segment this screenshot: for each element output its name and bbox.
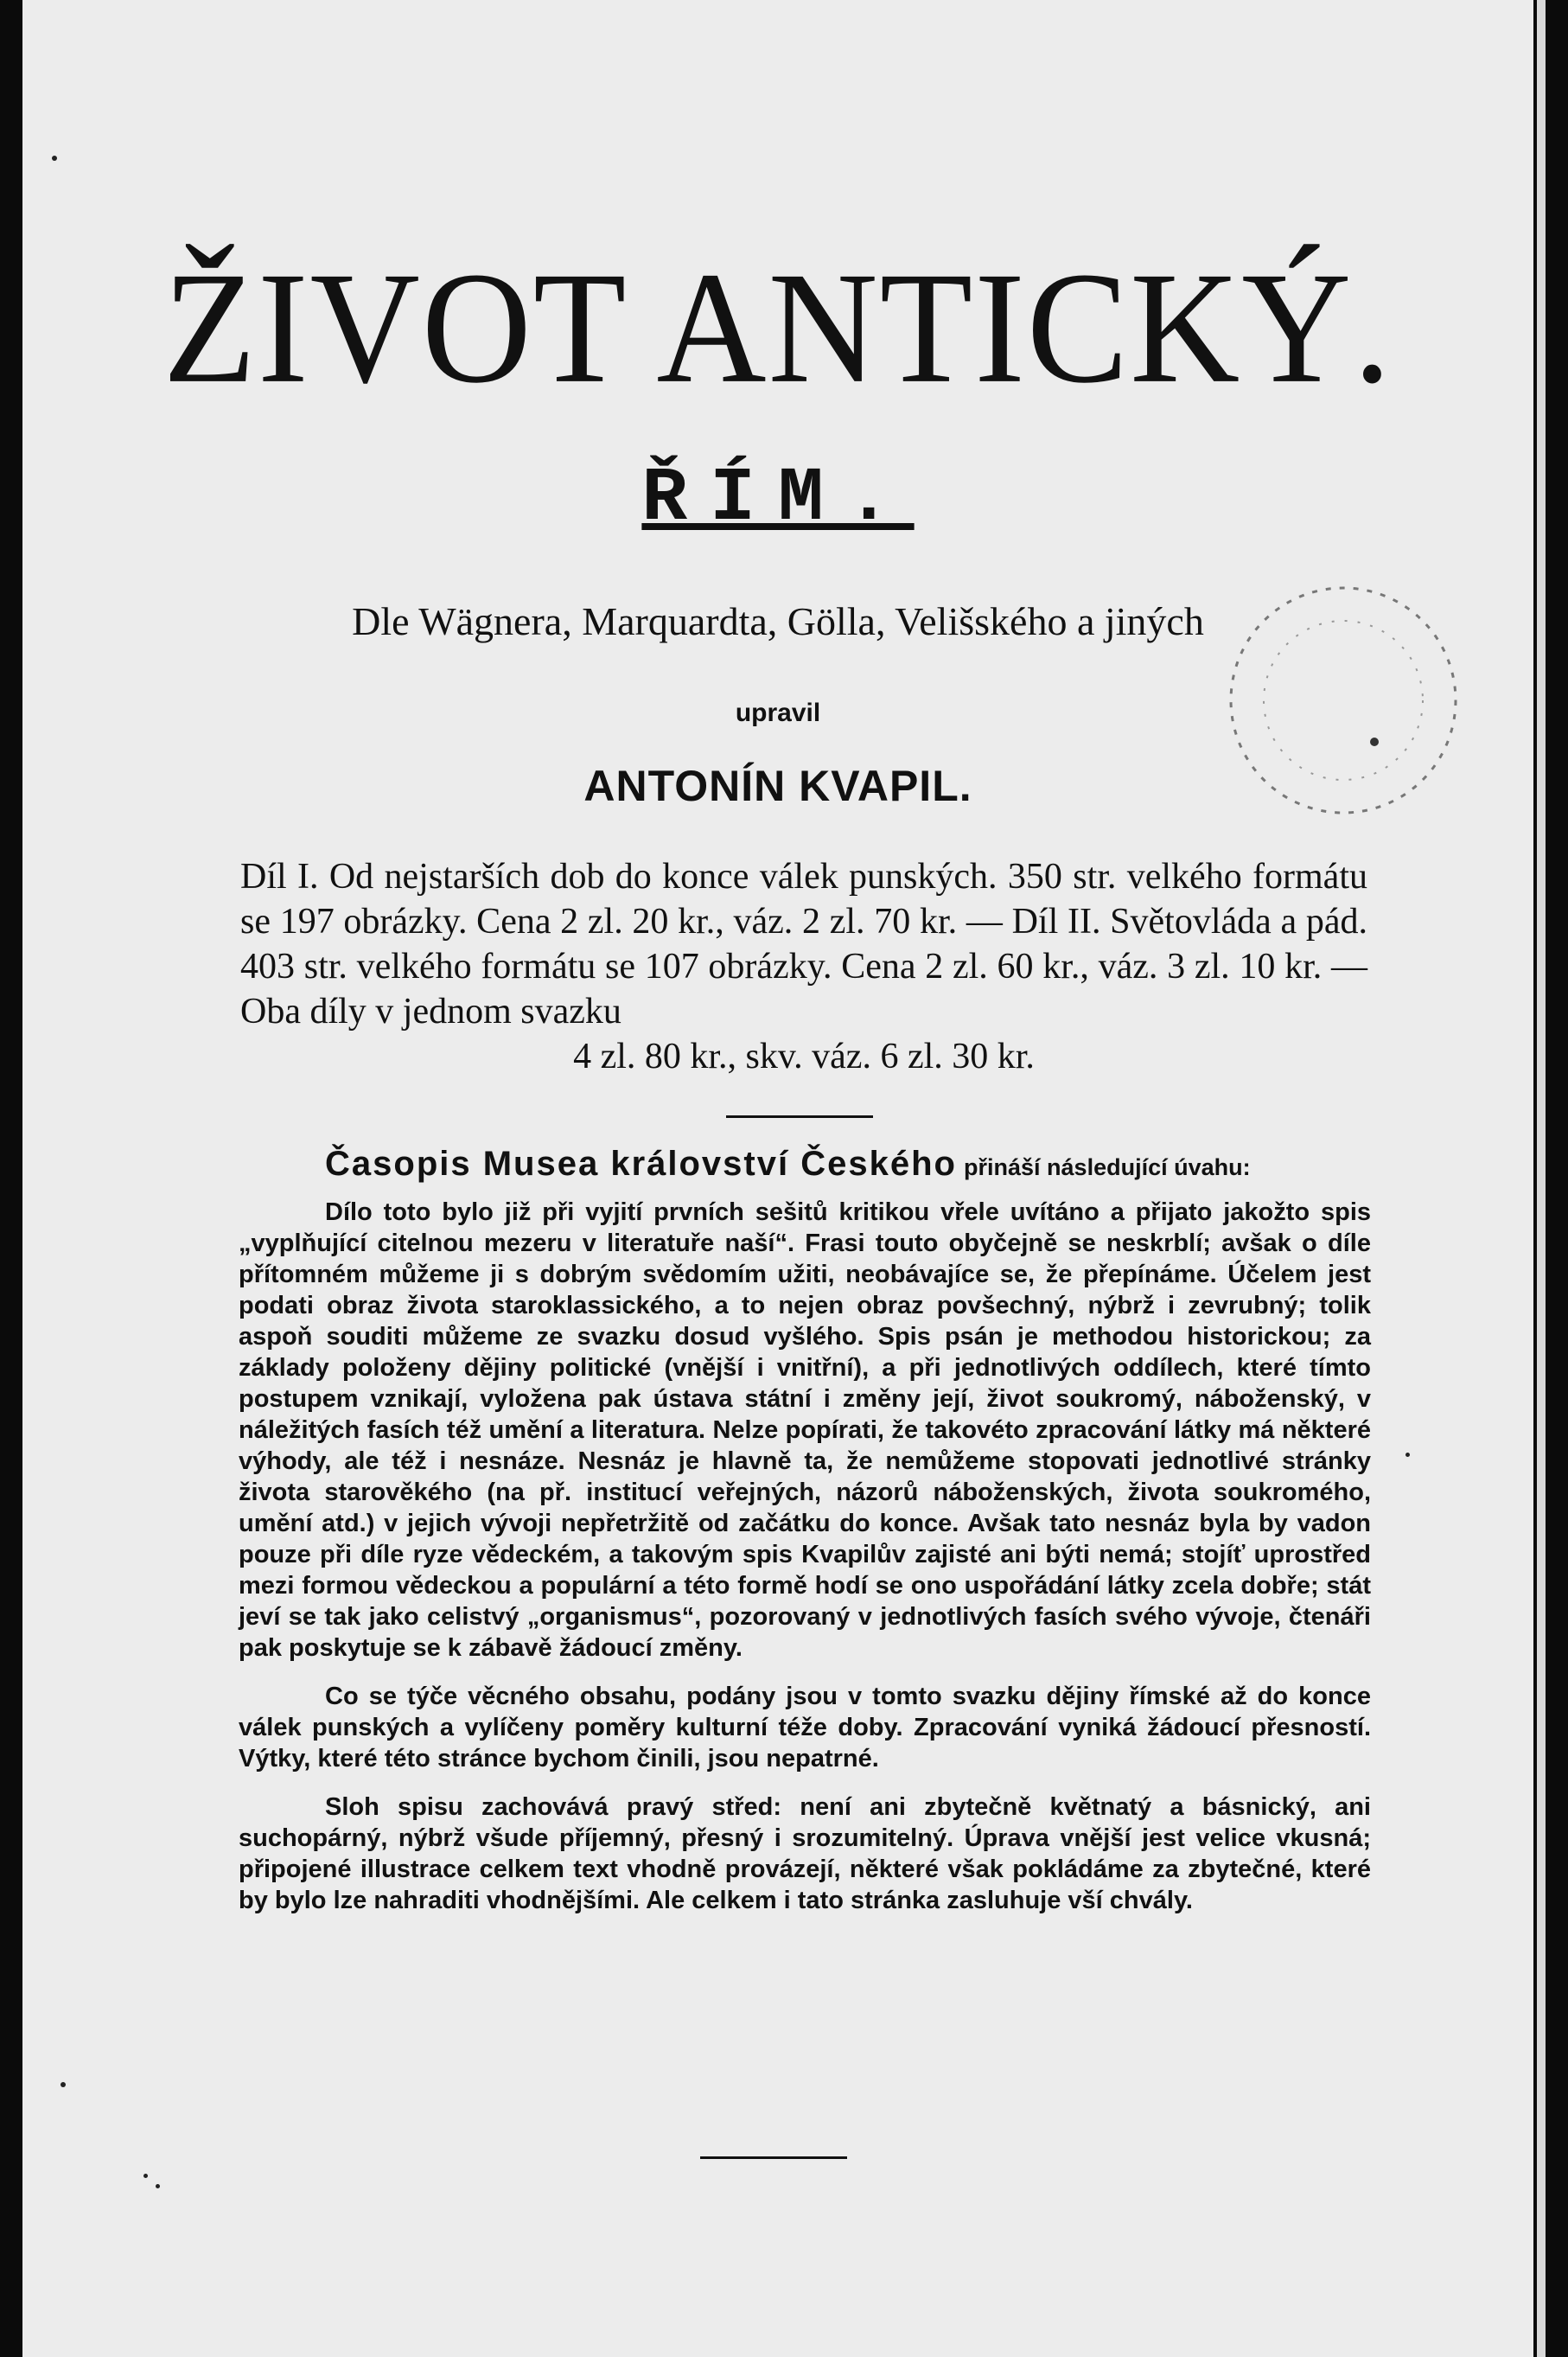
document-page [22, 0, 1533, 2357]
review-section [239, 1147, 1371, 1916]
volumes-price-line: 4 zl. 80 kr., skv. váz. 6 zl. 30 kr. [573, 1037, 1035, 1076]
stamp-inner-ring [1264, 621, 1423, 780]
scan-speck [61, 2082, 66, 2087]
sources-line: Dle Wägnera, Marquardta, Gölla, Velišského a jiných [352, 599, 1204, 643]
scan-speck [1405, 1453, 1410, 1457]
divider-rule-bottom [700, 2156, 847, 2159]
scan-speck [156, 2184, 160, 2188]
stamp-dot [1370, 738, 1379, 746]
volumes-description [240, 854, 1367, 1079]
scan-speck [52, 156, 57, 161]
author-name: ANTONÍN KVAPIL. [583, 762, 972, 810]
page-title: ŽIVOT ANTICKÝ. [163, 240, 1393, 417]
review-source-name: Časopis Musea království Českého [325, 1145, 957, 1183]
review-paragraph: Sloh spisu zachovává pravý střed: není ani zbytečně květnatý a básnický, ani suchopárný, nýbrž všude příjemný, přesný i srozumitelný. Úprava vnější jest velice vkusná; připojené illustrace celkem text vhodně provázejí, některé však pokládáme za zbytečné, které by bylo lze nahraditi vhodnějšími. Ale celkem i tato stránka zasluhuje vší chvály. [239, 1793, 1371, 1914]
page-subtitle: ŘÍM. [641, 457, 915, 542]
library-stamp [1214, 571, 1473, 830]
review-intro [239, 1147, 1371, 1185]
review-source-rest: přináší následující úvahu: [964, 1154, 1251, 1180]
scan-edge [1537, 0, 1546, 2357]
edited-by-label: upravil [735, 699, 821, 727]
scan-speck [143, 2174, 148, 2178]
divider-rule-top [726, 1115, 873, 1118]
volumes-text: Díl I. Od nejstarších dob do konce válek punských. 350 str. velkého formátu se 197 obrázky. Cena 2 zl. 20 kr., váz. 2 zl. 70 kr. — Díl II. Světovláda a pád. 403 str. velkého formátu se 107 obrázky. Cena 2 zl. 60 kr., váz. 3 zl. 10 kr. — Oba díly v jednom svazku [240, 857, 1367, 1032]
review-paragraph: Dílo toto bylo již při vyjití prvních sešitů kritikou vřele uvítáno a přijato jakožto spis „vyplňující citelnou mezeru v literatuře naší“. Frasi touto obyčejně se neskrblí; avšak o díle přítomném můžeme ji s dobrým svědomím užiti, neobávajíce se, že přepínáme. Účelem jest podati obraz života staroklassického, a to nejen obraz povšechný, nýbrž i zevrubný; tolik aspoň souditi můžeme ze svazku dosud vyšlého. Spis psán je methodou historickou; za základy položeny dějiny politické (vnější i vnitřní), a při jednotlivých oddílech, které tímto postupem vznikají, vyložena pak ústava státní i změny její, život soukromý, náboženský, v náležitých fasích též umění a literatura. Nelze popírati, že takovéto zpracování látky má některé výhody, ale též i nesnáze. Nesnáz je hlavně ta, že nemůžeme stopovati jednotlivé stránky života starověkého (na př. institucí veřejných, názorů náboženských, života soukromého, umění atd.) v jejich vývoji nepřetržitě od začátku do konce. Avšak tato nesnáz byla by vadon pouze při díle ryze vědeckém, a takovým spis Kvapilův zajisté ani býti nemá; stojíť uprostřed mezi formou vědeckou a populární a této formě hodí se ono uspořádání látky zcela dobře; stát jeví se tak jako celistvý „organismus“, pozorovaný v jednotlivých fasích svého vývoje, čtenáři pak poskytuje se k zábavě žádoucí změny. [239, 1198, 1371, 1662]
review-paragraph: Co se týče věcného obsahu, podány jsou v tomto svazku dějiny římské až do konce válek punských a vylíčeny poměry kulturní téže doby. Zpracování vyniká žádoucí přesností. Výtky, které této stránce bychom činili, jsou nepatrné. [239, 1683, 1371, 1773]
